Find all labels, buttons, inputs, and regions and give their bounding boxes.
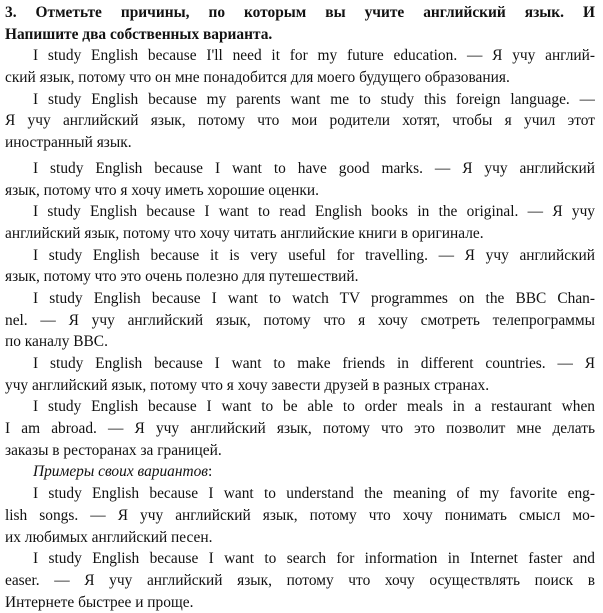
paragraph-line: по каналу BBC. bbox=[5, 333, 108, 351]
paragraph-line: I study English because I want to watch TV programmes on the BBC Chan- bbox=[33, 289, 595, 307]
paragraph-line: easer. — Я учу английский язык, потому что хочу осуществлять поиск в bbox=[5, 571, 595, 589]
paragraph-line: английский язык, потому что хочу читать английские книги в оригинале. bbox=[5, 224, 484, 242]
reason-paragraph bbox=[5, 353, 595, 396]
reason-paragraph bbox=[5, 201, 595, 244]
paragraph-line: иностранный язык. bbox=[5, 134, 132, 152]
paragraph-line: nel. — Я учу английский язык, потому что я хочу смотреть телепрограммы bbox=[5, 311, 595, 329]
paragraph-line: I study English because I want to be able to order meals in a restaurant when bbox=[33, 398, 595, 416]
paragraph-line: их любимых английский песен. bbox=[5, 528, 213, 546]
paragraph-line: lish songs. — Я учу английский язык, потому что хочу понимать смысл мо- bbox=[5, 506, 595, 524]
paragraph-line: I study English because it is very useful for travelling. — Я учу английский bbox=[33, 246, 595, 264]
task-heading bbox=[5, 2, 595, 45]
reason-paragraph bbox=[5, 245, 595, 288]
own-examples-label-text: Примеры своих вариантов bbox=[33, 463, 208, 481]
paragraph-line: Интернете быстрее и проще. bbox=[5, 593, 194, 611]
reason-paragraph bbox=[5, 158, 595, 201]
paragraph-line: I study English because I want to have good marks. — Я учу английский bbox=[33, 159, 595, 177]
paragraph-line: язык, потому что я хочу иметь хорошие оценки. bbox=[5, 181, 319, 199]
task-heading-line: Напишите два собственных варианта. bbox=[5, 25, 273, 43]
paragraph-line: I study English because I want to search for information in Internet faster and bbox=[33, 550, 595, 568]
paragraph-line: I study English because I want to make friends in different countries. — Я bbox=[33, 355, 595, 372]
paragraph-line: I am abroad. — Я учу английский язык, потому что это позволит мне делать bbox=[5, 420, 595, 438]
own-example-paragraph bbox=[5, 483, 595, 548]
own-example-paragraph bbox=[5, 548, 595, 613]
paragraph-line: учу английский язык, потому что я хочу завести друзей в разных странах. bbox=[5, 376, 490, 394]
paragraph-line: Я учу английский язык, потому что мои родители хотят, чтобы я учил этот bbox=[5, 112, 595, 130]
reason-paragraph bbox=[5, 89, 595, 154]
reason-paragraph bbox=[5, 396, 595, 461]
paragraph-line: ский язык, потому что он мне понадобится для моего будущего образования. bbox=[5, 69, 510, 87]
own-examples-label bbox=[5, 461, 595, 483]
paragraph-line: I study English because my parents want me to study this foreign language. — bbox=[33, 90, 595, 108]
task-heading-line: 3. Отметьте причины, по которым вы учите английский язык. И bbox=[5, 4, 595, 21]
paragraph-line: I study English because I want to understand the meaning of my favorite eng- bbox=[33, 485, 595, 503]
reason-paragraph bbox=[5, 288, 595, 353]
reason-paragraph bbox=[5, 45, 595, 88]
document-page bbox=[5, 2, 595, 613]
paragraph-line: I study English because I'll need it for my future education. — Я учу англий- bbox=[33, 47, 595, 65]
paragraph-line: заказы в ресторанах за границей. bbox=[5, 441, 222, 459]
paragraph-line: язык, потому что это очень полезно для путешествий. bbox=[5, 268, 359, 286]
own-examples-label-suffix: : bbox=[208, 463, 213, 481]
paragraph-line: I study English because I want to read English books in the original. — Я учу bbox=[33, 203, 595, 221]
